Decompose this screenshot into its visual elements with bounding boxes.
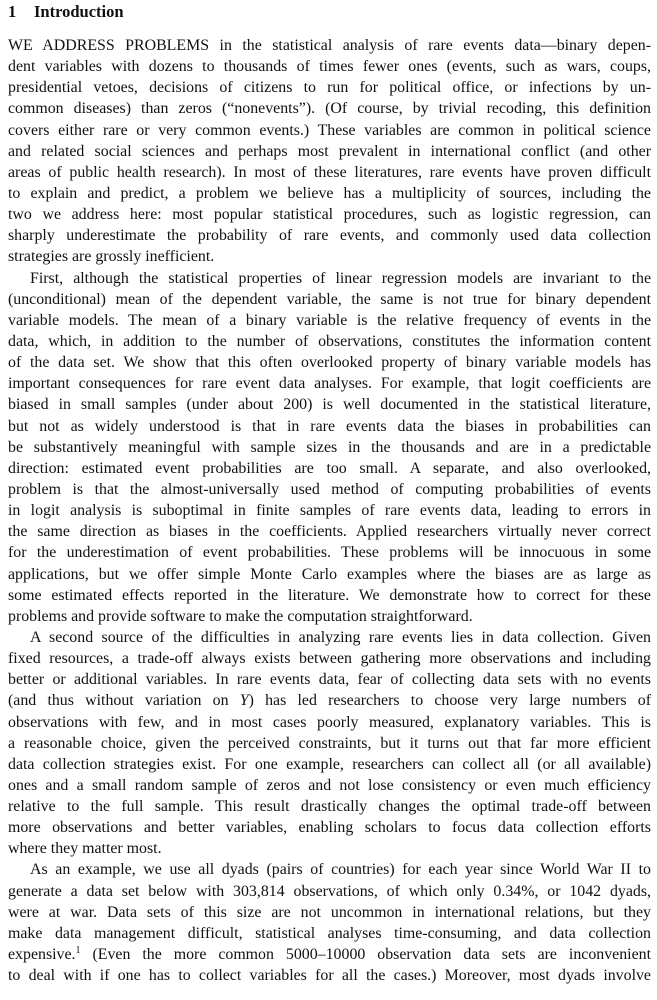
text-line: problems and provide software to make the computation straightforward.	[8, 607, 473, 625]
paragraph-1	[8, 35, 651, 268]
text-line: dent variables with dozens to thousands of times fewer ones (events, such as wars, coups,	[8, 58, 651, 76]
text-line: important consequences for rare event data analyses. For example, that logit coefficients are	[8, 375, 651, 393]
text-line: and related social sciences and perhaps most prevalent in international conflict (and other	[8, 142, 651, 160]
text-line: direction: estimated event probabilities are too small. A separate, and also overlooked,	[8, 459, 651, 477]
paragraph-2	[8, 268, 651, 627]
text-line: data, which, in addition to the number of observations, constitutes the information content	[8, 332, 651, 350]
text-line: common diseases) than zeros (“nonevents”). (Of course, by trivial recoding, this definition	[8, 100, 651, 118]
text-line: generate a data set below with 303,814 observations, of which only 0.34%, or 1042 dyads,	[8, 882, 651, 900]
text-line: the same direction as biases in the coefficients. Applied researchers virtually never correct	[8, 523, 651, 541]
text-line: WE ADDRESS PROBLEMS in the statistical analysis of rare events data—binary depen-	[8, 37, 651, 54]
body-text	[8, 35, 651, 986]
text-line: more observations and better variables, enabling scholars to focus data collection efforts	[8, 819, 651, 837]
text-line: ones and a small random sample of zeros and not lose consistency or even much efficiency	[8, 776, 651, 794]
text-line: presidential vetoes, decisions of citizens to run for political office, or infections by un-	[8, 79, 651, 97]
section-heading	[8, 1, 124, 23]
text-line: of the data set. We show that this often overlooked property of binary variable models has	[8, 354, 651, 372]
text-line: a reasonable choice, given the perceived constraints, but it turns out that far more efficient	[8, 734, 651, 752]
text-line: be substantively meaningful with sample sizes in the thousands and are in a predictable	[8, 438, 651, 456]
text-line: two we address here: most popular statistical procedures, such as logistic regression, can	[8, 206, 651, 224]
text-line: data collection strategies exist. For one example, researchers can collect all (or all available)	[8, 755, 651, 773]
text-line: where they matter most.	[8, 840, 162, 858]
text-line: better or additional variables. In rare events data, fear of collecting data sets with no events	[8, 671, 651, 689]
footnote-marker[interactable]: 1	[75, 945, 81, 957]
text-line: to deal with if one has to collect variables for all the cases.) Moreover, most dyads involve	[8, 967, 651, 985]
text-line: covers either rare or very common events.) These variables are common in political science	[8, 121, 651, 139]
text-line: relative to the full sample. This result drastically changes the optimal trade-off between	[8, 798, 651, 816]
text-line: in logit analysis is suboptimal in finite samples of rare events data, leading to errors in	[8, 502, 651, 520]
text-line: problem is that the almost-universally used method of computing probabilities of events	[8, 480, 651, 498]
text-line: biased in small samples (under about 200) is well documented in the statistical literature,	[8, 396, 651, 414]
paragraph-4	[8, 859, 651, 986]
text-line: for the underestimation of event probabilities. These problems will be innocuous in some	[8, 544, 651, 562]
text-line: fixed resources, a trade-off always exists between gathering more observations and including	[8, 650, 651, 668]
math-variable: Y	[239, 692, 249, 710]
text-line: (unconditional) mean of the dependent variable, the same is not true for binary dependent	[8, 290, 651, 308]
text-line: make data management difficult, statistical analyses time-consuming, and data collection	[8, 924, 651, 942]
text-line: observations with few, and in most cases poorly measured, explanatory variables. This is	[8, 713, 651, 731]
section-title: Introduction	[34, 2, 124, 21]
text-line: but not as widely understood is that in rare events data the biases in probabilities can	[8, 417, 651, 435]
text-line: strategies are grossly inefficient.	[8, 248, 215, 266]
paragraph-3	[8, 627, 651, 860]
text-line: variable models. The mean of a binary variable is the relative frequency of events in the	[8, 311, 651, 329]
text-line: A second source of the difficulties in analyzing rare events lies in data collection. Given	[30, 628, 651, 646]
section-number: 1	[8, 2, 17, 21]
text-line: expensive.$^1$ (Even the more common 5000–10000 observation data sets are inconvenient	[8, 945, 651, 964]
text-line: As an example, we use all dyads (pairs of countries) for each year since World War II to	[30, 861, 651, 879]
text-line: sharply underestimate the probability of rare events, and commonly used data collection	[8, 227, 651, 245]
text-line: First, although the statistical properties of linear regression models are invariant to the	[30, 269, 651, 287]
text-line: areas of public health research). In most of these literatures, rare events have proven difficult	[8, 163, 651, 181]
text-line: were at war. Data sets of this size are not uncommon in international relations, but they	[8, 903, 651, 921]
text-line: applications, but we offer simple Monte Carlo examples where the biases are as large as	[8, 565, 651, 583]
text-line: some estimated effects reported in the literature. We demonstrate how to correct for these	[8, 586, 651, 604]
text-line: (and thus without variation on Y) has led researchers to choose very large numbers of	[8, 692, 652, 710]
text-line: to explain and predict, a problem we believe has a multiplicity of sources, including the	[8, 184, 651, 202]
